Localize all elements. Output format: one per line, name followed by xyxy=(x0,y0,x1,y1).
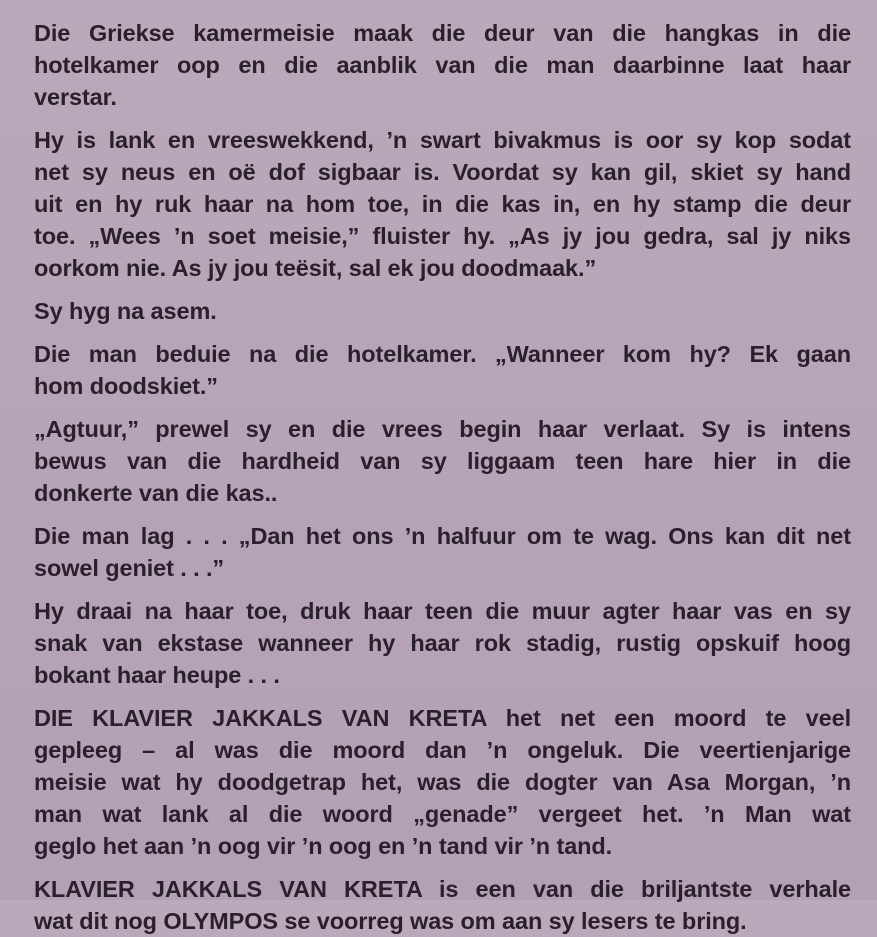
text-line: gepleeg – al was die moord dan ’n ongeluk. Die veertienjarige xyxy=(34,737,851,763)
text-line: Sy hyg na asem. xyxy=(34,298,217,324)
paragraph-5 xyxy=(34,413,851,509)
text-line: Die man beduie na die hotelkamer. „Wanneer kom hy? Ek gaan xyxy=(34,341,851,367)
text-line: bokant haar heupe . . . xyxy=(34,662,280,688)
text-line: bewus van die hardheid van sy liggaam teen hare hier in die xyxy=(34,448,851,474)
paragraph-2 xyxy=(34,124,851,284)
text-line: Die Griekse kamermeisie maak die deur van die hangkas in die xyxy=(34,20,851,46)
text-line: toe. „Wees ’n soet meisie,” fluister hy. „As jy jou gedra, sal jy niks xyxy=(34,223,851,249)
text-line: man wat lank al die woord „genade” vergeet het. ’n Man wat xyxy=(34,801,851,827)
text-line: oorkom nie. As jy jou teësit, sal ek jou doodmaak.” xyxy=(34,255,597,281)
text-line: Hy is lank en vreeswekkend, ’n swart bivakmus is oor sy kop sodat xyxy=(34,127,851,153)
text-line: hotelkamer oop en die aanblik van die man daarbinne laat haar xyxy=(34,52,851,78)
paragraph-8 xyxy=(34,702,851,862)
text-line: meisie wat hy doodgetrap het, was die dogter van Asa Morgan, ’n xyxy=(34,769,851,795)
text-line: uit en hy ruk haar na hom toe, in die kas in, en hy stamp die deur xyxy=(34,191,851,217)
text-line: Die man lag . . . „Dan het ons ’n halfuur om te wag. Ons kan dit net xyxy=(34,523,851,549)
paragraph-3 xyxy=(34,295,851,327)
paragraph-6 xyxy=(34,520,851,584)
text-line: KLAVIER JAKKALS VAN KRETA is een van die briljantste verhale xyxy=(34,876,851,902)
text-line: wat dit nog OLYMPOS se voorreg was om aan sy lesers te bring. xyxy=(34,908,747,934)
text-line: geglo het aan ’n oog vir ’n oog en ’n tand vir ’n tand. xyxy=(34,833,613,859)
paragraph-7 xyxy=(34,595,851,691)
text-line: „Agtuur,” prewel sy en die vrees begin haar verlaat. Sy is intens xyxy=(34,416,851,442)
text-line: snak van ekstase wanneer hy haar rok stadig, rustig opskuif hoog xyxy=(34,630,851,656)
paragraph-4 xyxy=(34,338,851,402)
text-line: hom doodskiet.” xyxy=(34,373,218,399)
paragraph-9 xyxy=(34,873,851,937)
paragraph-1 xyxy=(34,17,851,113)
text-line: donkerte van die kas.. xyxy=(34,480,278,506)
text-line: DIE KLAVIER JAKKALS VAN KRETA het net een moord te veel xyxy=(34,705,851,731)
text-line: Hy draai na haar toe, druk haar teen die muur agter haar vas en sy xyxy=(34,598,851,624)
text-line: sowel geniet . . .” xyxy=(34,555,225,581)
text-line: net sy neus en oë dof sigbaar is. Voordat sy kan gil, skiet sy hand xyxy=(34,159,851,185)
text-line: verstar. xyxy=(34,84,117,110)
